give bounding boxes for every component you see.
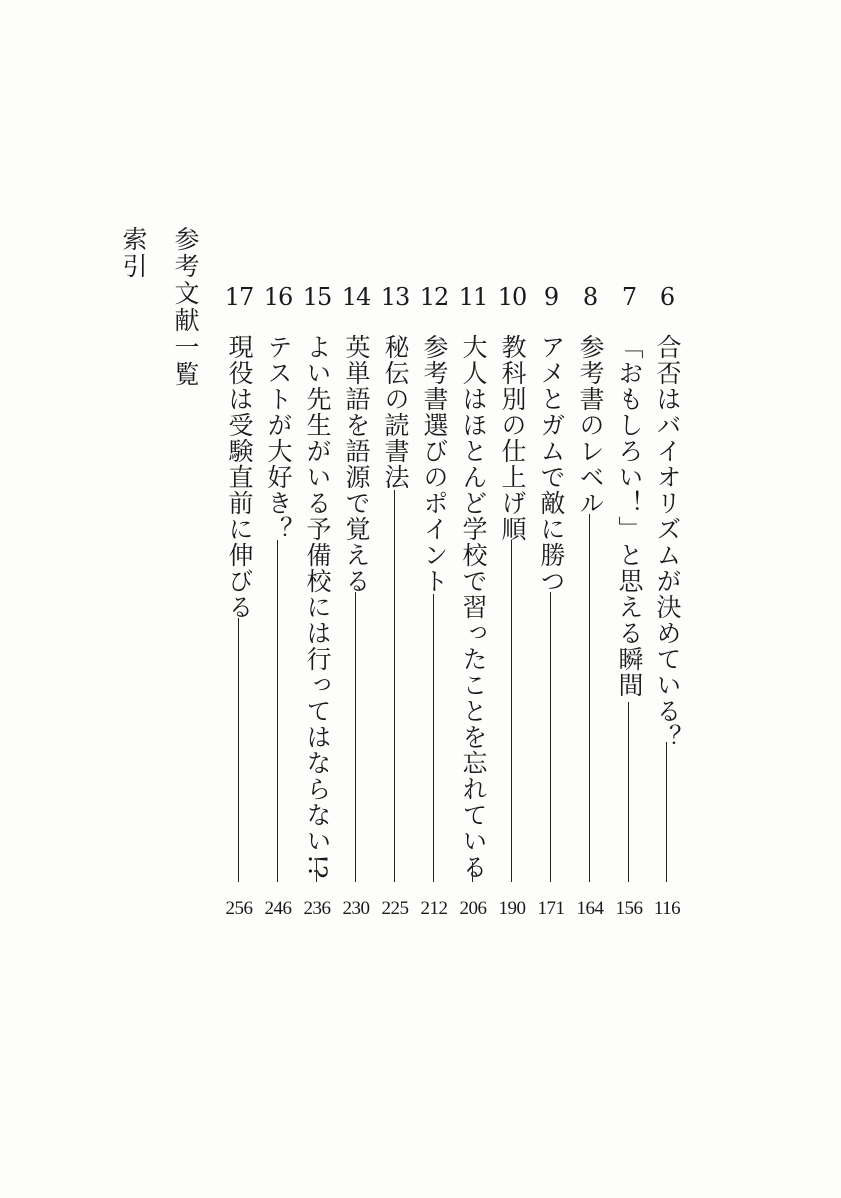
toc-entry[interactable] — [609, 282, 649, 922]
toc-entry[interactable] — [297, 282, 337, 922]
chapter-title: テストが大好き？ — [264, 334, 293, 542]
page-number: 256 — [225, 898, 253, 919]
page-number: 206 — [459, 898, 487, 919]
toc-entry[interactable] — [336, 282, 376, 922]
page-number: 236 — [303, 898, 331, 919]
index-heading[interactable]: 索引 — [119, 226, 148, 280]
leader-line — [238, 618, 239, 882]
chapter-number: 12 — [419, 283, 449, 311]
toc-entry[interactable] — [570, 282, 610, 922]
page-number: 156 — [615, 898, 643, 919]
page-number: 116 — [653, 898, 681, 919]
chapter-number: 10 — [497, 283, 527, 311]
chapter-number: 8 — [582, 283, 598, 311]
leader-line — [666, 742, 667, 882]
leader-line — [511, 540, 512, 882]
page-number: 230 — [342, 898, 370, 919]
chapter-title: 参考書のレベル — [576, 334, 605, 516]
toc-entry[interactable] — [647, 282, 687, 922]
leader-line — [316, 860, 317, 882]
chapter-number: 13 — [380, 283, 410, 311]
chapter-title: 秘伝の読書法 — [381, 334, 410, 490]
toc-entry[interactable] — [414, 282, 454, 922]
toc-entry[interactable] — [492, 282, 532, 922]
chapter-title: 教科別の仕上げ順 — [498, 334, 527, 542]
chapter-number: 7 — [621, 283, 637, 311]
chapter-number: 6 — [659, 283, 675, 311]
chapter-title: 参考書選びのポイント — [420, 334, 449, 594]
page-number: 171 — [537, 898, 565, 919]
toc-entry[interactable] — [219, 282, 259, 922]
leader-line — [355, 592, 356, 882]
leader-line — [628, 702, 629, 882]
chapter-number: 17 — [224, 283, 254, 311]
leader-line — [433, 594, 434, 882]
chapter-number: 16 — [263, 283, 293, 311]
page-number: 225 — [381, 898, 409, 919]
leader-line — [589, 514, 590, 882]
chapter-title: 現役は受験直前に伸びる — [225, 334, 254, 620]
page-number: 164 — [576, 898, 604, 919]
leader-line — [550, 592, 551, 882]
leader-line — [277, 540, 278, 882]
chapter-number: 9 — [543, 283, 559, 311]
leader-line — [394, 490, 395, 882]
chapter-title: 大人はほとんど学校で習ったことを忘れている — [459, 334, 488, 880]
page-number: 190 — [498, 898, 526, 919]
toc-entry[interactable] — [531, 282, 571, 922]
toc-entry[interactable] — [453, 282, 493, 922]
references-heading[interactable]: 参考文献一覧 — [171, 226, 200, 388]
chapter-number: 15 — [302, 283, 332, 311]
chapter-title: よい先生がいる予備校には行ってはならない!? — [303, 334, 332, 880]
chapter-number: 11 — [458, 283, 488, 311]
chapter-number: 14 — [341, 283, 371, 311]
chapter-title: 「おもしろい！」と思える瞬間 — [615, 334, 644, 698]
leader-line — [472, 862, 473, 882]
page-number: 246 — [264, 898, 292, 919]
page-number: 212 — [420, 898, 448, 919]
chapter-title: 英単語を語源で覚える — [342, 334, 371, 594]
chapter-title: 合否はバイオリズムが決めている？ — [653, 334, 682, 750]
toc-entry[interactable] — [375, 282, 415, 922]
toc-entry[interactable] — [258, 282, 298, 922]
chapter-title: アメとガムで敵に勝つ — [537, 334, 566, 594]
